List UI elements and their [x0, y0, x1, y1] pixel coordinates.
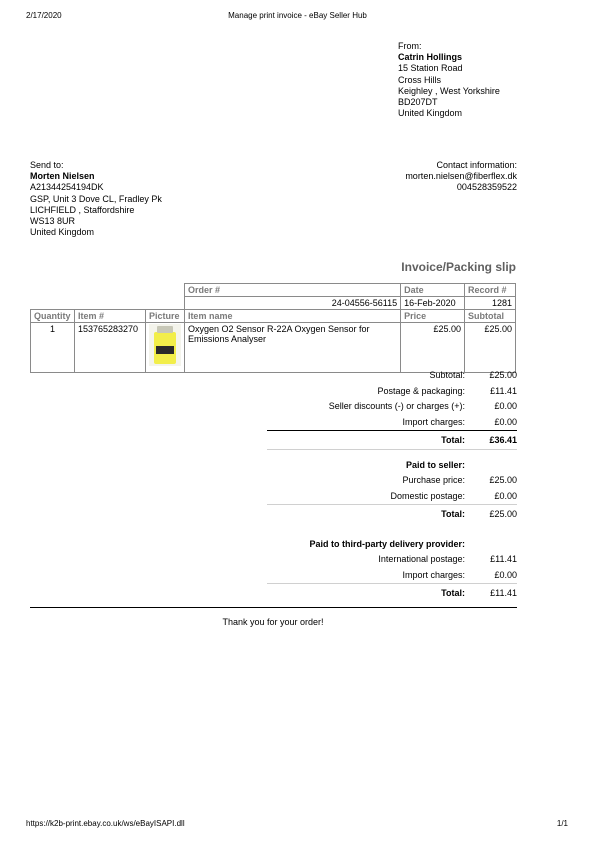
send-to-line: A21344254194DK — [30, 182, 104, 193]
end-divider — [30, 607, 517, 608]
item-price: £25.00 — [401, 323, 465, 373]
item-number-header: Item # — [74, 310, 145, 323]
domestic-postage-value: £0.00 — [494, 490, 517, 501]
order-values-row — [31, 297, 516, 310]
purchase-price-value: £25.00 — [489, 475, 517, 485]
item-quantity: 1 — [31, 323, 75, 373]
item-name: Oxygen O2 Sensor R-22A Oxygen Sensor for Emissions Analyser — [184, 323, 400, 373]
total-label: Total: — [441, 435, 465, 445]
item-number: 153765283270 — [74, 323, 145, 373]
send-to-address — [30, 160, 162, 238]
import-charges-label: Import charges: — [402, 416, 465, 427]
from-address — [398, 41, 500, 119]
subtotal-value: £25.00 — [489, 370, 517, 380]
contact-label: Contact information: — [436, 160, 517, 170]
import-charges-row — [267, 415, 517, 431]
page-number: 1/1 — [556, 819, 568, 828]
total-row — [267, 433, 517, 449]
discounts-row — [267, 399, 517, 415]
contact-phone: 004528359522 — [456, 182, 517, 193]
thank-you-message: Thank you for your order! — [222, 617, 324, 627]
send-to-label: Send to: — [30, 160, 64, 170]
send-to-line: LICHFIELD , Staffordshire — [30, 204, 135, 215]
print-date: 2/17/2020 — [26, 11, 62, 20]
order-number-header: Order # — [184, 284, 400, 297]
subtotal-row — [267, 368, 517, 384]
table-row — [31, 323, 516, 373]
record-number: 1281 — [465, 297, 516, 310]
item-subtotal: £25.00 — [465, 323, 516, 373]
provider-import-label: Import charges: — [402, 569, 465, 580]
item-name-header: Item name — [184, 310, 400, 323]
divider — [267, 430, 517, 431]
discounts-label: Seller discounts (-) or charges (+): — [328, 401, 465, 411]
record-header: Record # — [465, 284, 516, 297]
paid-to-seller-heading: Paid to seller: — [405, 459, 465, 470]
from-line: 15 Station Road — [398, 63, 463, 74]
seller-total-label: Total: — [441, 509, 465, 519]
domestic-postage-row — [267, 489, 517, 505]
discounts-value: £0.00 — [494, 401, 517, 411]
contact-information — [405, 160, 517, 194]
seller-total-value: £25.00 — [489, 509, 517, 519]
from-line: Keighley , West Yorkshire — [398, 85, 500, 96]
divider — [267, 583, 517, 584]
picture-header: Picture — [145, 310, 184, 323]
order-number: 24-04556-56115 — [184, 297, 400, 310]
price-header: Price — [401, 310, 465, 323]
contact-email: morten.nielsen@fiberflex.dk — [405, 171, 517, 182]
from-line: Cross Hills — [398, 74, 442, 85]
provider-import-value: £0.00 — [494, 569, 517, 580]
item-header-row — [31, 310, 516, 323]
order-items-table — [30, 283, 516, 373]
domestic-postage-label: Domestic postage: — [390, 490, 465, 501]
send-to-line: GSP, Unit 3 Dove CL, Fradley Pk — [30, 193, 162, 204]
postage-row — [267, 384, 517, 400]
provider-import-row — [267, 568, 517, 584]
from-name: Catrin Hollings — [398, 52, 463, 63]
date-header: Date — [401, 284, 465, 297]
send-to-name: Morten Nielsen — [30, 171, 95, 182]
from-label: From: — [398, 41, 422, 51]
send-to-line: United Kingdom — [30, 227, 95, 238]
order-date: 16-Feb-2020 — [401, 297, 465, 310]
invoice-title: Invoice/Packing slip — [401, 260, 516, 274]
quantity-header: Quantity — [31, 310, 75, 323]
provider-total-value: £11.41 — [490, 588, 517, 598]
from-line: United Kingdom — [398, 108, 463, 119]
subtotal-header: Subtotal — [465, 310, 516, 323]
item-picture — [145, 323, 184, 373]
from-line: BD207DT — [398, 97, 438, 108]
postage-value: £11.41 — [490, 385, 517, 396]
postage-label: Postage & packaging: — [377, 385, 465, 396]
seller-total-row — [267, 507, 517, 523]
print-url: https://k2b-print.ebay.co.uk/ws/eBayISAPI.dll — [26, 819, 185, 828]
international-postage-row — [267, 552, 517, 568]
purchase-price-row — [267, 473, 517, 489]
international-postage-value: £11.41 — [490, 554, 517, 564]
subtotal-label: Subtotal: — [429, 370, 465, 380]
order-summary — [267, 368, 517, 602]
divider — [267, 504, 517, 505]
oxygen-sensor-photo — [149, 324, 181, 366]
international-postage-label: International postage: — [378, 554, 465, 564]
provider-total-row — [267, 586, 517, 602]
print-page-title: Manage print invoice - eBay Seller Hub — [228, 11, 367, 20]
paid-to-provider-heading: Paid to third-party delivery provider: — [309, 538, 465, 549]
import-charges-value: £0.00 — [494, 416, 517, 427]
provider-total-label: Total: — [441, 588, 465, 598]
send-to-line: WS13 8UR — [30, 216, 76, 227]
purchase-price-label: Purchase price: — [402, 475, 465, 485]
total-value: £36.41 — [489, 435, 517, 445]
order-header-row — [31, 284, 516, 297]
